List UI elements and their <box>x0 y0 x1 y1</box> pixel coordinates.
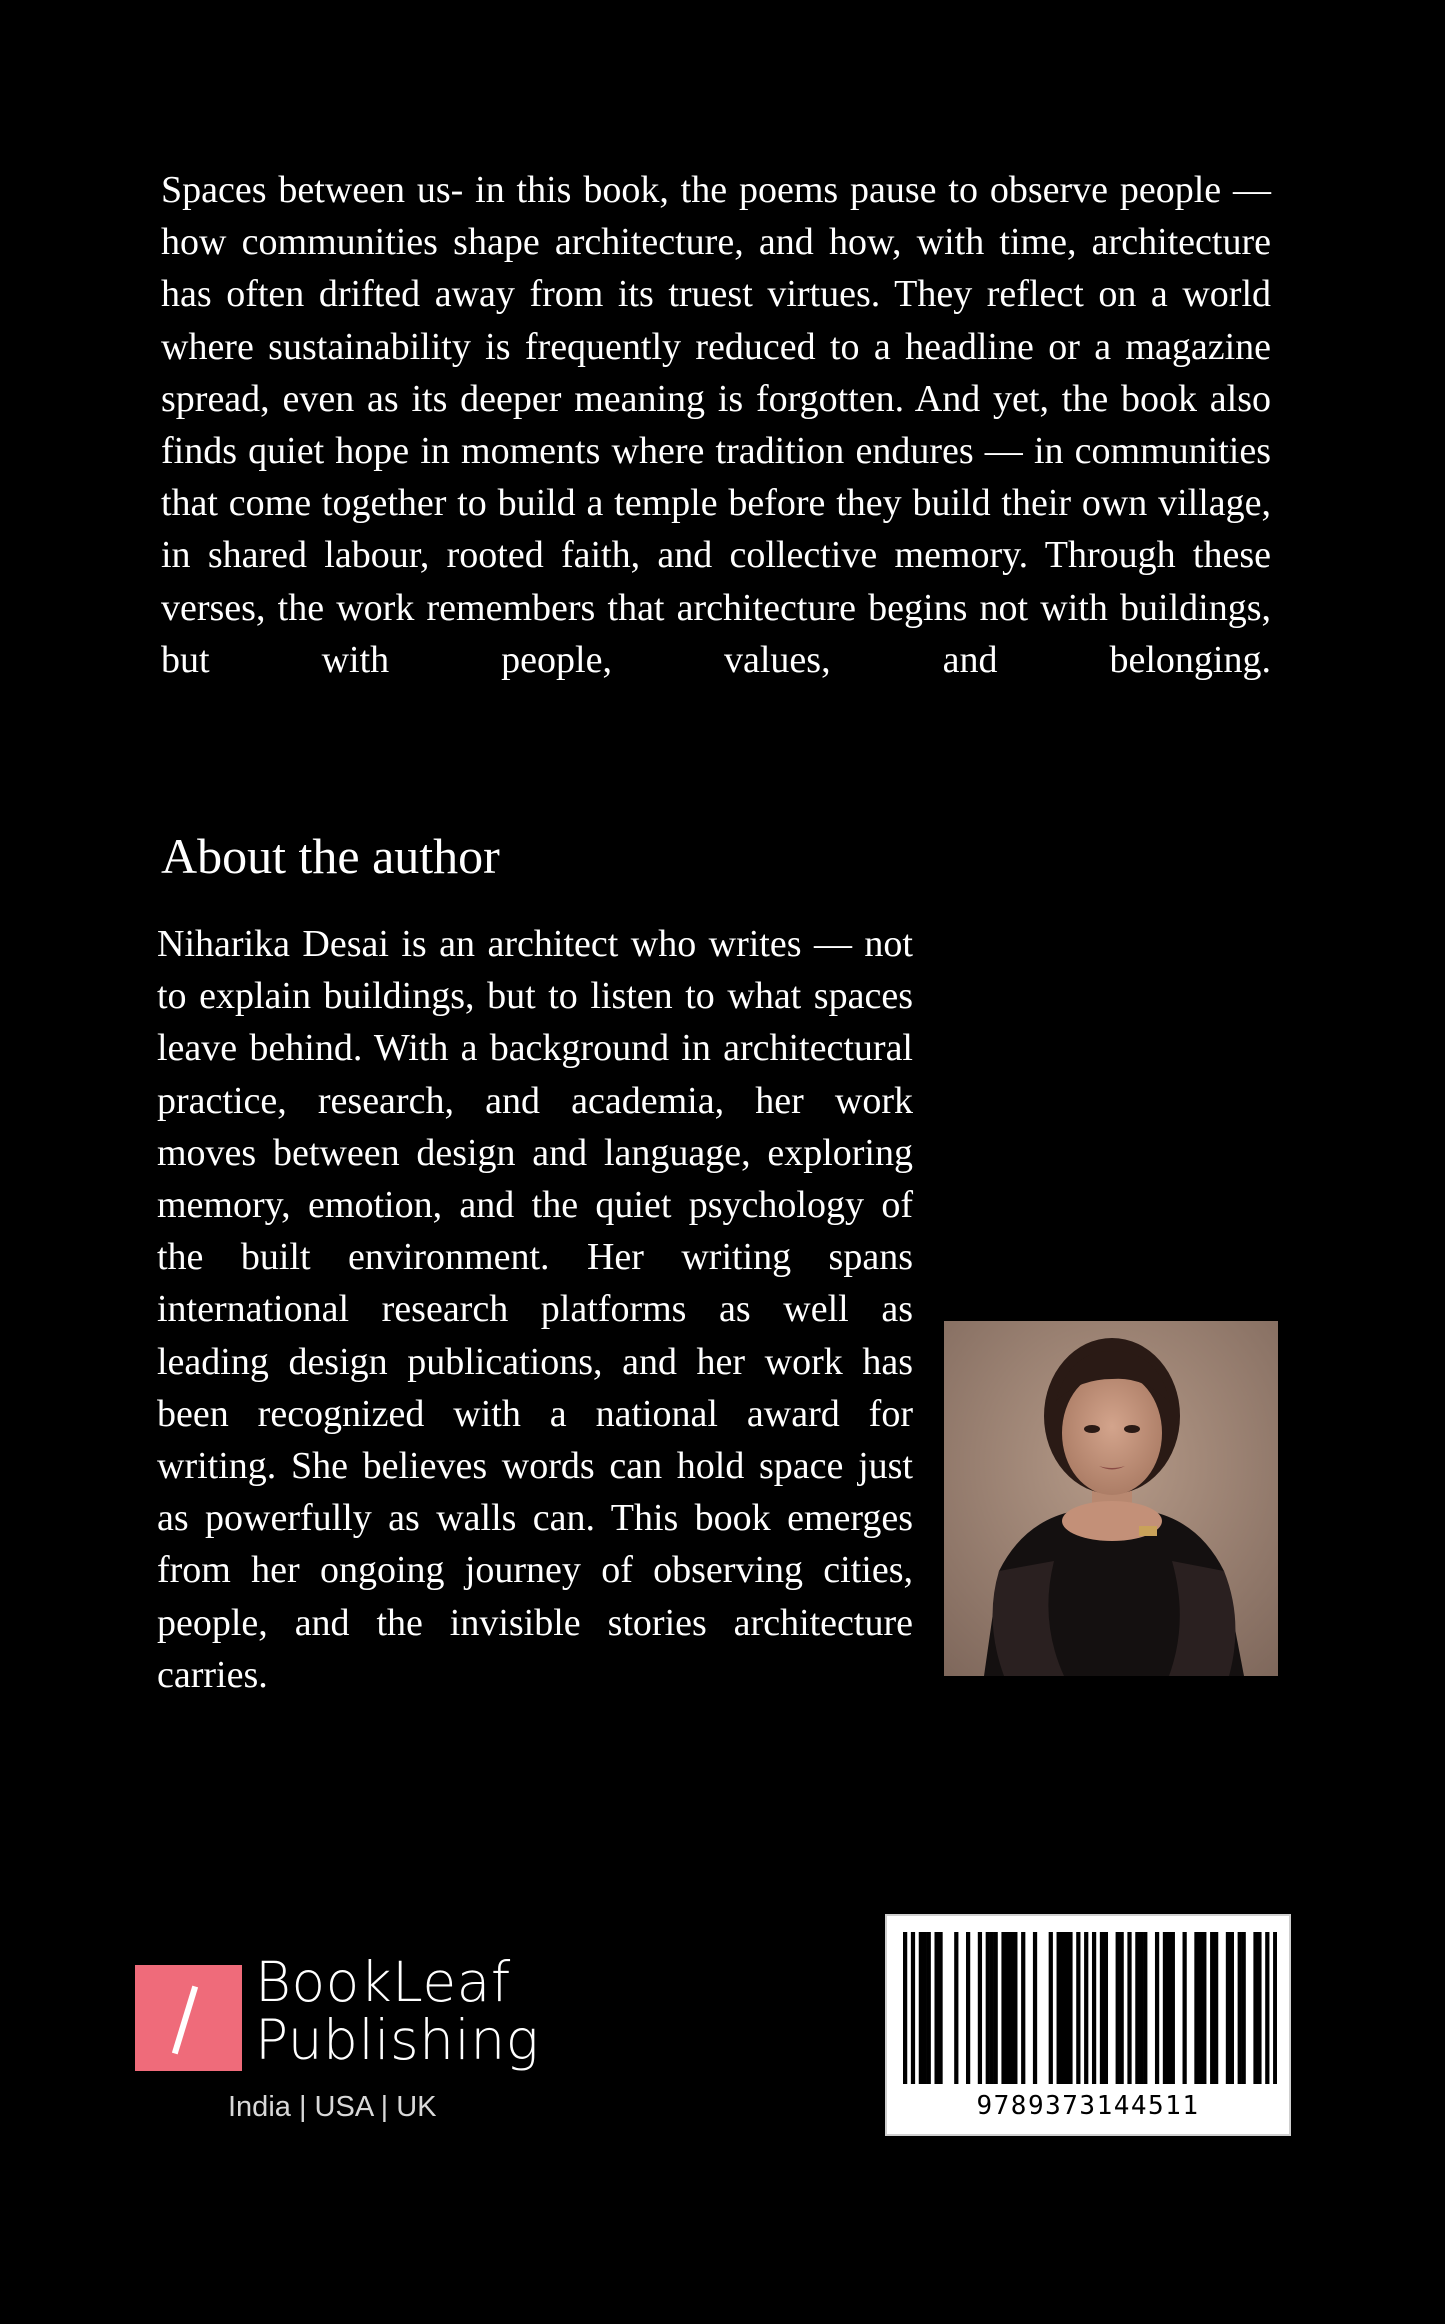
barcode-bar <box>1104 1932 1108 2084</box>
author-bio: Niharika Desai is an architect who writes — not to explain buildings, but to listen to what spaces leave behind. With a background in architectural practice, research, and academia, her work moves between design and language, exploring memory, emotion, and the quiet psychology of the built environment. Her writing spans international research platforms as well as leading design publications, and her work has been recognized with a national award for writing. She believes words can hold space just as powerfully as walls can. This book emerges from her ongoing journey of observing cities, people, and the invisible stories architecture carries. <box>157 923 913 1696</box>
barcode-bar <box>1257 1932 1261 2084</box>
publisher-name-line2: Publishing <box>255 2008 540 2072</box>
barcode-bar <box>1214 1932 1218 2084</box>
barcode-bar <box>990 1932 994 2084</box>
barcode-bar <box>966 1932 970 2084</box>
barcode-bar <box>1194 1932 1198 2084</box>
barcode-bar <box>1253 1932 1257 2084</box>
barcode-bar <box>1021 1932 1025 2084</box>
barcode-bar <box>1242 1932 1246 2084</box>
barcode-bar <box>1139 1932 1143 2084</box>
barcode-bar <box>903 1932 907 2084</box>
barcode-bar <box>934 1932 938 2084</box>
publisher-regions: India | USA | UK <box>228 2091 437 2123</box>
barcode-bar <box>923 1932 927 2084</box>
barcode-bar <box>1057 1932 1061 2084</box>
barcode-bar <box>1265 1932 1269 2084</box>
slash-icon <box>172 1986 198 2055</box>
barcode-bar <box>1202 1932 1206 2084</box>
barcode-bar <box>911 1932 915 2084</box>
about-author-heading: About the author <box>161 828 500 884</box>
isbn-barcode <box>885 1914 1291 2136</box>
barcode-bar <box>1135 1932 1139 2084</box>
barcode-bar <box>1167 1932 1171 2084</box>
barcode-bar <box>1068 1932 1072 2084</box>
barcode-bar <box>954 1932 958 2084</box>
barcode-bar <box>1226 1932 1230 2084</box>
barcode-bar <box>1009 1932 1013 2084</box>
barcode-bar <box>1033 1932 1037 2084</box>
barcode-bar <box>1210 1932 1214 2084</box>
publisher-logo <box>135 1950 555 2131</box>
barcode-bar <box>1163 1932 1167 2084</box>
barcode-bar <box>986 1932 990 2084</box>
barcode-bar <box>1183 1932 1187 2084</box>
barcode-bar <box>1049 1932 1053 2084</box>
publisher-name-line1: BookLeaf <box>255 1950 511 2014</box>
barcode-bars <box>903 1932 1277 2084</box>
barcode-bar <box>1127 1932 1131 2084</box>
barcode-bar <box>1155 1932 1159 2084</box>
isbn-number: 9789373144511 <box>976 2091 1200 2121</box>
barcode-bar <box>1273 1932 1277 2084</box>
barcode-bar <box>1238 1932 1242 2084</box>
barcode-bar <box>1064 1932 1068 2084</box>
barcode-bar <box>1116 1932 1120 2084</box>
barcode-bar <box>1005 1932 1009 2084</box>
barcode-bar <box>978 1932 982 2084</box>
barcode-bar <box>938 1932 942 2084</box>
barcode-bar <box>1076 1932 1080 2084</box>
barcode-bar <box>1120 1932 1124 2084</box>
barcode-bar <box>927 1932 931 2084</box>
barcode-bar <box>1013 1932 1017 2084</box>
barcode-bar <box>1092 1932 1096 2084</box>
barcode-bar <box>1230 1932 1234 2084</box>
barcode-bar <box>1143 1932 1147 2084</box>
barcode-bar <box>1060 1932 1064 2084</box>
publisher-name <box>255 1950 540 2072</box>
publisher-logo-mark <box>135 1965 242 2071</box>
barcode-bar <box>1084 1932 1088 2084</box>
barcode-bar <box>994 1932 998 2084</box>
author-photo <box>944 1321 1278 1676</box>
barcode-bar <box>919 1932 923 2084</box>
barcode-bar <box>1198 1932 1202 2084</box>
barcode-bar <box>1001 1932 1005 2084</box>
book-blurb: Spaces between us- in this book, the poems pause to observe people — how communities shape architecture, and how, with time, architecture has often drifted away from its truest virtues. They reflect on a world where sustainability is frequently reduced to a headline or a magazine spread, even as its deeper meaning is forgotten. And yet, the book also finds quiet hope in moments where tradition endures — in communities that come together to build a temple before they build their own village, in shared labour, rooted faith, and collective memory. Through these verses, the work remembers that architecture begins not with buildings, but with people, values, and belonging. <box>161 169 1271 681</box>
barcode-bar <box>1171 1932 1175 2084</box>
barcode-bar <box>1100 1932 1104 2084</box>
